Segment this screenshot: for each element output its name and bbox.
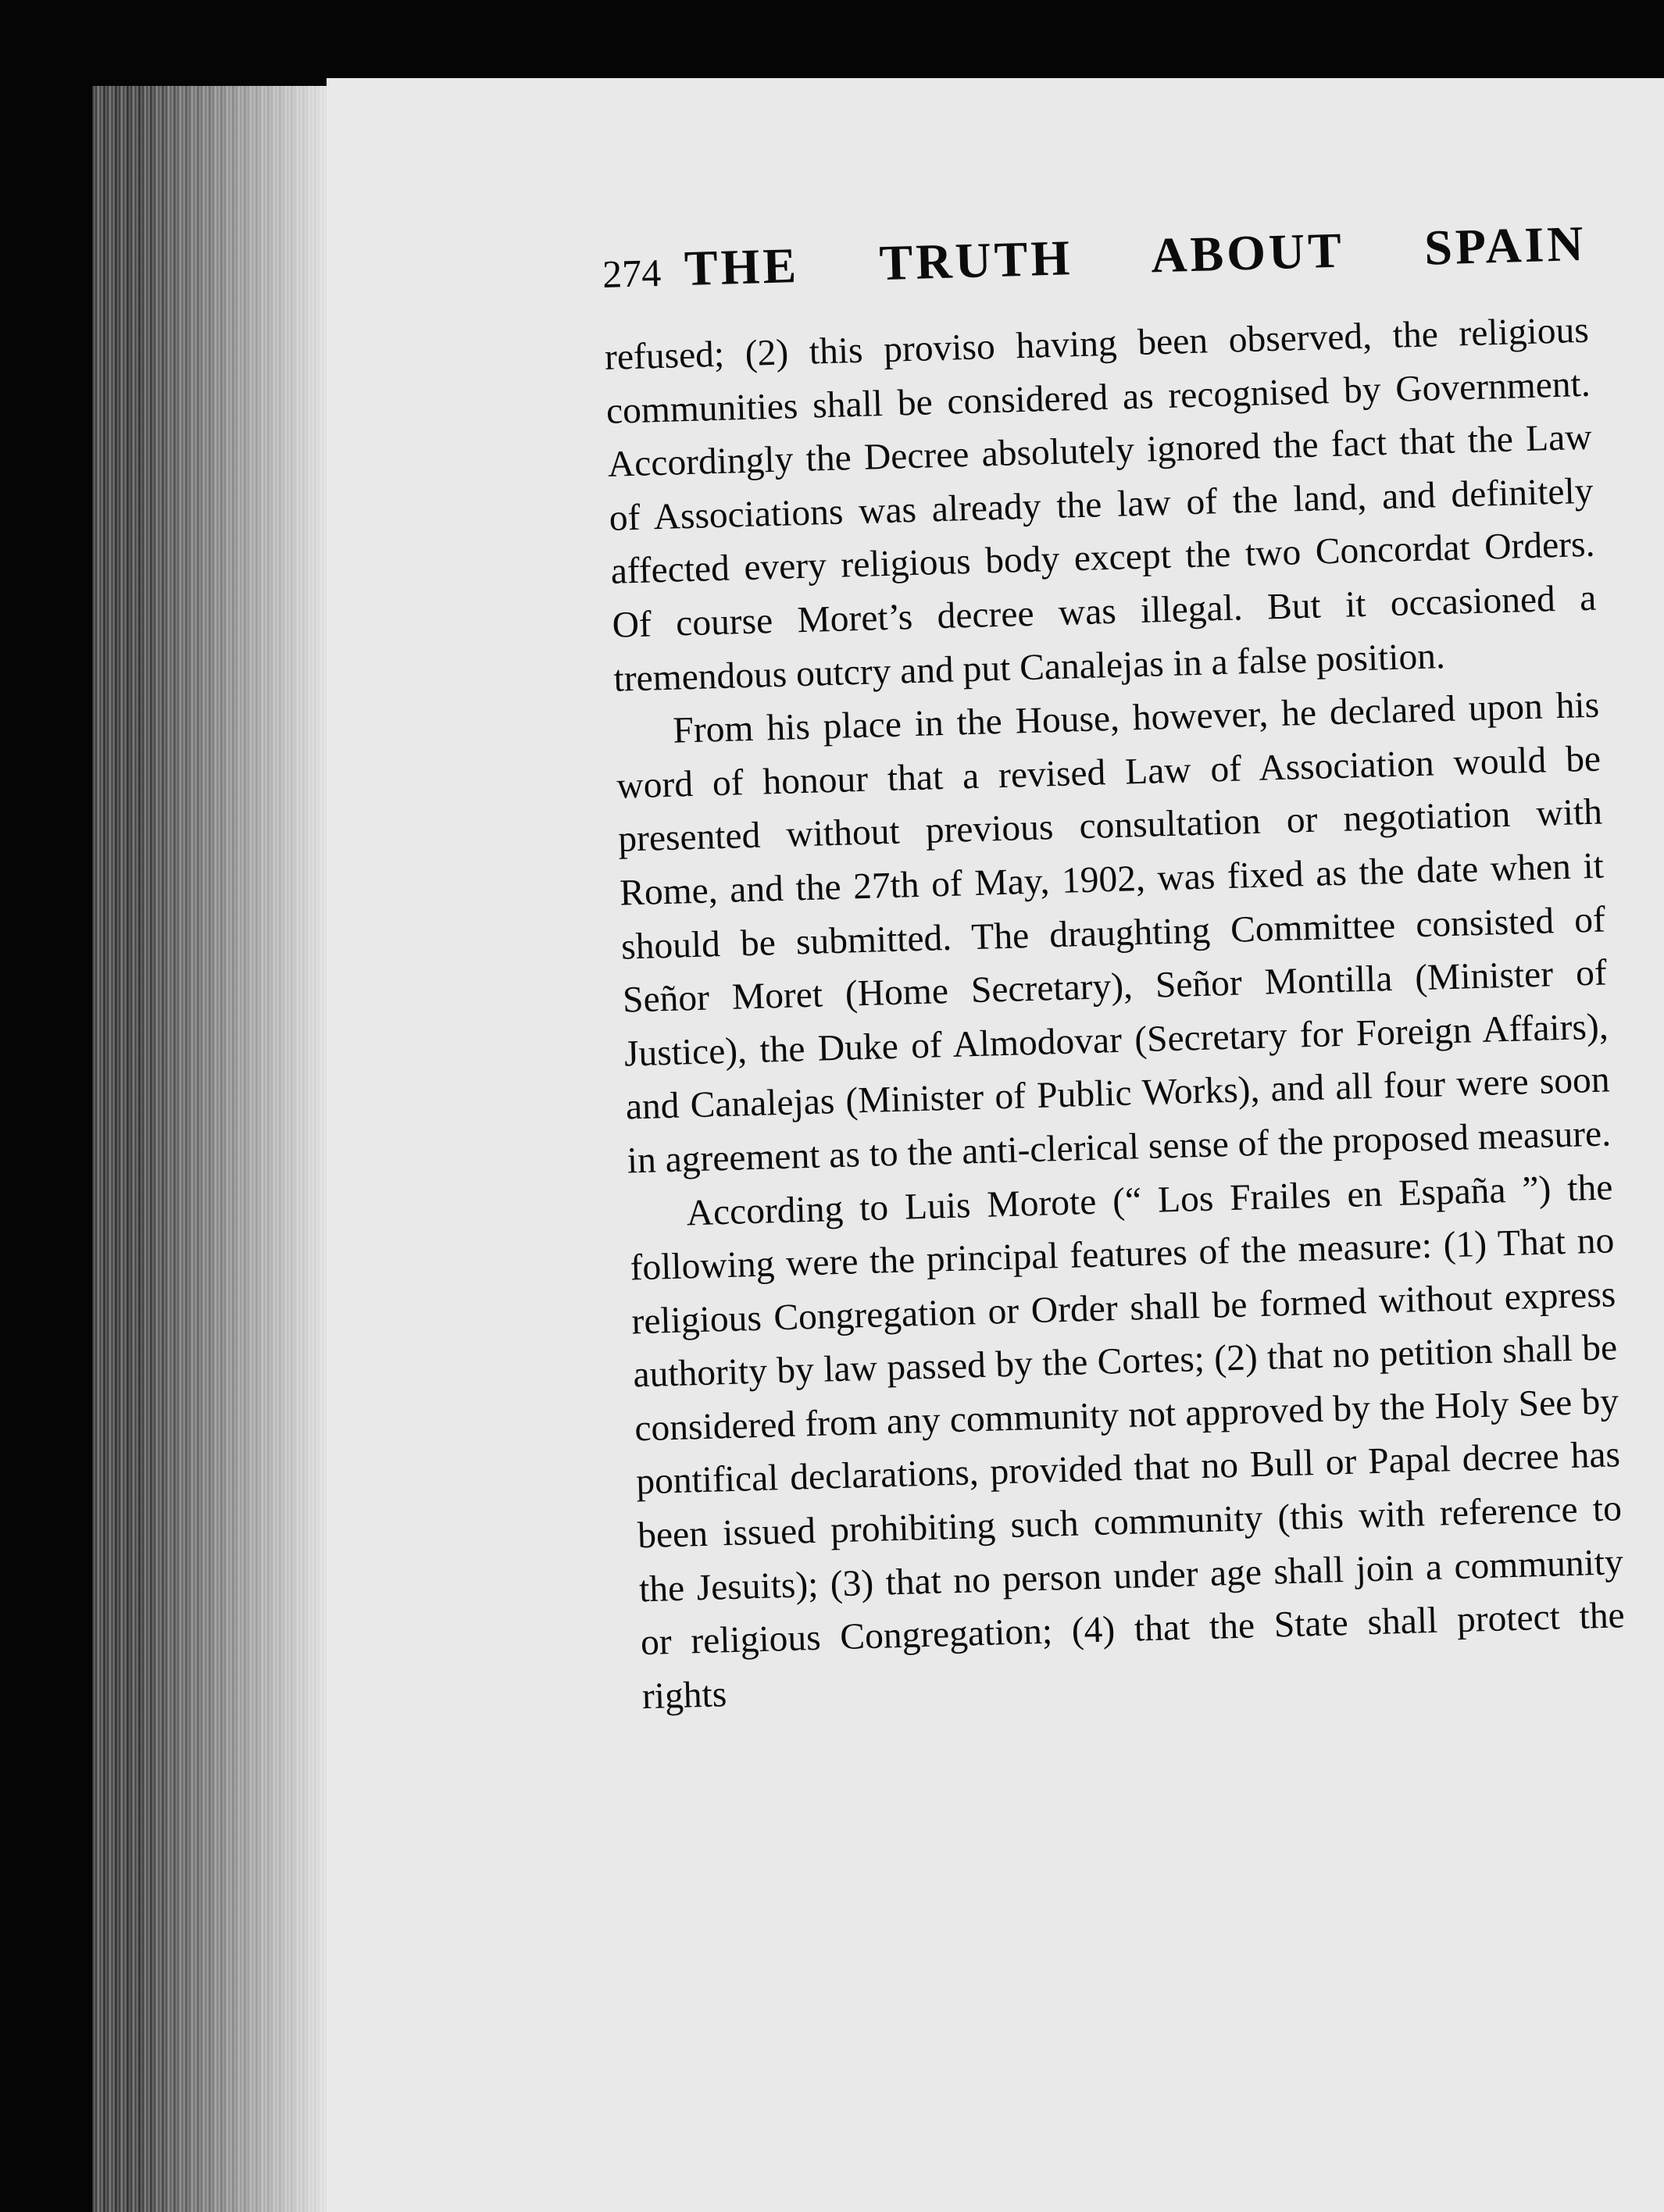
paragraph-3: According to Luis Morote (“ Los Frailes en España ”) the following were the principal features of the measure: (1) That no religious Congregation or Order shall be formed without express authority by law passed by the Cortes; (2) that no petition shall be considered from any community not approved by the Holy See by pontifical declarations, provided that no Bull or Papal decree has been issued prohibiting such community (this with reference to the Jesuits); (3) that no person under age shall join a community or religious Congregation; (4) that the State shall protect the rights (629, 1166, 1626, 1718)
book-title: THE TRUTH ABOUT SPAIN (683, 215, 1587, 297)
paragraph-2: From his place in the House, however, he declared upon his word of honour that a revised Law of Association would be presented without previous consultation or negotiation with Rome, and the 27th of May, 1902, was fixed as the date when it should be submitted. The draughting Committee consisted of Señor Moret (Home Secretary), Señor Montilla (Minister of Justice), the Duke of Almodovar (Secretary for Foreign Affairs), and Canalejas (Minister of Public Works), and all four were soon in agreement as to the anti-clerical sense of the proposed measure. (616, 684, 1612, 1182)
text-block (602, 215, 1627, 1724)
page-number: 274 (602, 250, 662, 296)
page-sheet (327, 78, 1664, 2212)
paragraph-1: refused; (2) this proviso having been observed, the religious communities shall be considered as recognised by Government. Accordingly the Decree absolutely ignored the fact that the Law of Associations was already the law of the land, and definitely affected every religious body except the two Concordat Orders. Of course Moret’s decree was illegal. But it occasioned a tremendous outcry and put Canalejas in a false position. (604, 309, 1597, 700)
book-page-edges (92, 86, 327, 2212)
